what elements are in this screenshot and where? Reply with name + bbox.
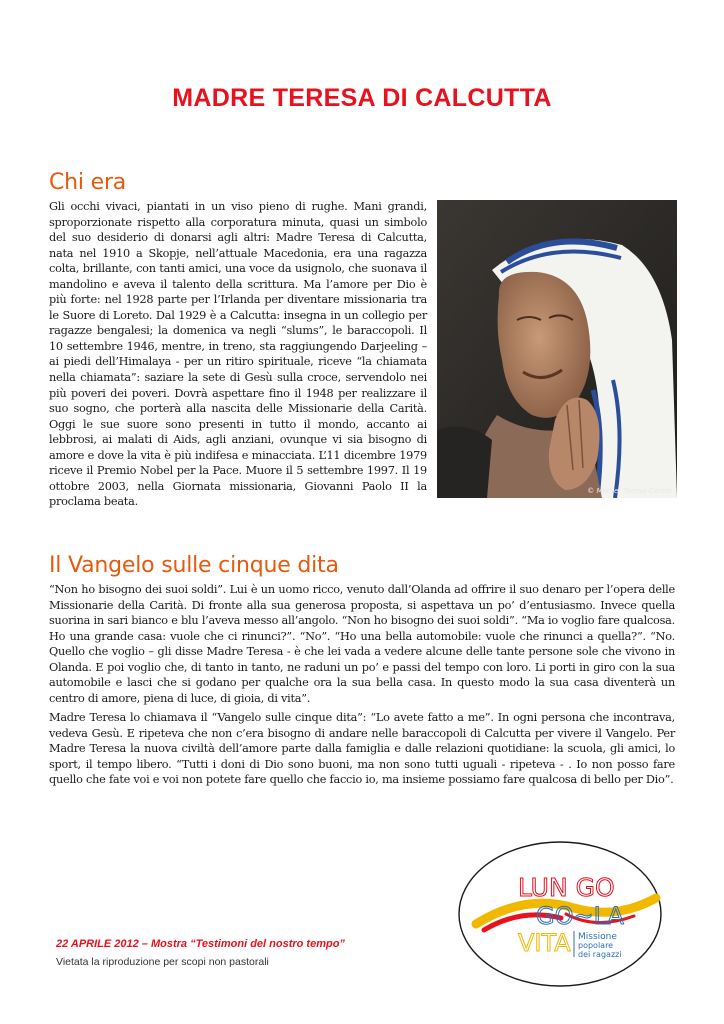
section-paragraph-vangelo-2: Madre Teresa lo chiamava il “Vangelo sulle cinque dita”: “Lo avete fatto a me”. In ogni persona che incontrava, vedeva Gesù. E ripeteva che non c’era bisogno di andare nelle baraccopoli di Calcutta per vivere il Vangelo. Per Madre Teresa la nuova civiltà dell’amore parte dalla famiglia e dalle relazioni quotidiane: la scuola, gli amici, lo sport, il tempo libero. “Tutti i doni di Dio sono buoni, ma non sono tutti uguali - ripeteva - . Io non posso fare quello che fate voi e voi non potete fare quello che faccio io, ma insieme possiamo fare qualcosa di bello per Dio”. [49, 711, 675, 787]
section-heading-chi-era: Chi era [49, 170, 127, 195]
section-heading-vangelo: Il Vangelo sulle cinque dita [49, 553, 339, 578]
footer-copyright-note: Vietata la riproduzione per scopi non pastorali [56, 956, 269, 968]
footer-event-line: 22 APRILE 2012 – Mostra “Testimoni del nostro tempo” [56, 938, 345, 950]
lungo-la-vita-logo [456, 838, 664, 990]
portrait-photo [437, 200, 677, 498]
section-paragraph-chi-era: Gli occhi vivaci, piantati in un viso pieno di rughe. Mani grandi, sproporzionate rispetto alla corporatura minuta, quasi un simbolo del suo desiderio di donarsi agli altri: Madre Teresa di Calcutta, nata nel 1910 a Skopje, nell’attuale Macedonia, era una ragazza colta, brillante, con tanti amici, una voce da usignolo, che suonava il mandolino e aveva il talento della scrittura. Ma l’amore per Dio è più forte: nel 1928 parte per l’Irlanda per diventare missionaria tra le Suore di Loreto. Dal 1929 è a Calcutta: insegna in un collegio per ragazze bengalesi; la domenica va negli “slums”, le baraccopoli. Il 10 settembre 1946, mentre, in treno, sta raggiungendo Darjeeling – ai piedi dell’Himalaya - per un ritiro spirituale, riceve “la chiamata nella chiamata”: saziare la sete di Gesù sulla croce, servendolo nei più poveri dei poveri. Dovrà aspettare fino il 1948 per realizzare il suo sogno, che porterà alla nascita delle Missionarie della Carità. Oggi le sue suore sono presenti in tutto il mondo, accanto ai lebbrosi, ai malati di Aids, agli anziani, ovunque vi sia bisogno di amore e dove la vita è più indifesa e minacciata. L’11 dicembre 1979 riceve il Premio Nobel per la Pace. Muore il 5 settembre 1997. Il 19 ottobre 2003, nella Giornata missionaria, Giovanni Paolo II la proclama beata. [49, 200, 427, 509]
logo-tagline-3: dei ragazzi [578, 950, 622, 959]
logo-text-line3: VITA [518, 929, 571, 957]
portrait-illustration [437, 200, 677, 498]
photo-credit: © Mother Teresa Center [587, 487, 672, 495]
logo-text-line2: GO~LA [536, 902, 624, 930]
logo-tagline-1: Missione [578, 932, 617, 942]
logo-tagline-2: popolare [578, 941, 614, 950]
section-paragraph-vangelo-1: “Non ho bisogno dei suoi soldi”. Lui è un uomo ricco, venuto dall’Olanda ad offrire il suo denaro per l’opera delle Missionarie della Carità. Di fronte alla sua generosa proposta, si aspettava un po’ d’entusiasmo. Invece quella suorina in sari bianco e blu l’aveva messo all’angolo. “Non ho bisogno dei suoi soldi”. “Ma io voglio fare qualcosa. Ho una grande casa: vuole che ci rinunci?”. “No”. “Ho una bella automobile: vuole che rinunci a quella?”. “No. Quello che voglio – gli disse Madre Teresa - è che lei vada a vedere alcune delle tante persone sole che vivono in Olanda. E poi voglio che, di tanto in tanto, ne raduni un po’ e passi del tempo con loro. Li porti in giro con la sua automobile e lasci che si godano per qualche ora la sua bella casa. In questo modo la sua casa diventerà un centro di amore, piena di luce, di gioia, di vita”. [49, 583, 675, 705]
page-title: MADRE TERESA DI CALCUTTA [172, 84, 552, 112]
logo-text-line1: LUN GO [518, 873, 615, 902]
